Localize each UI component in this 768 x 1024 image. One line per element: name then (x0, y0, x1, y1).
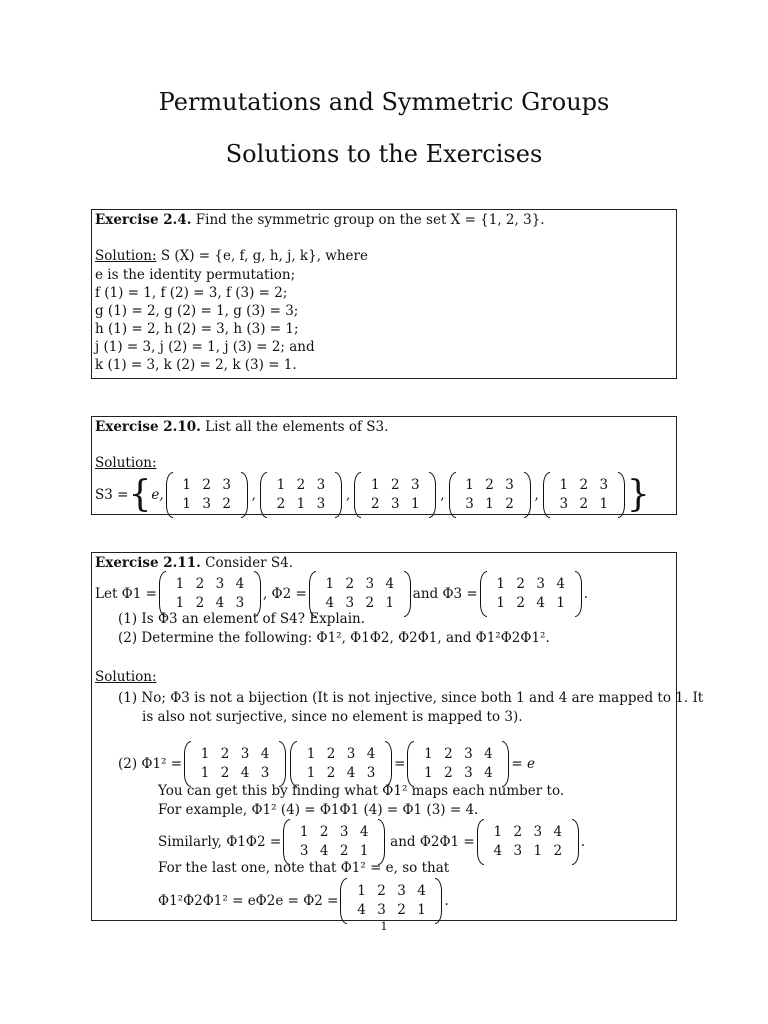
matrix (354, 472, 436, 518)
matrix-cell: 1 (559, 477, 569, 493)
matrix-cell: 1 (370, 477, 380, 493)
matrix-cell: 4 (346, 765, 356, 781)
matrix-cell: 3 (464, 765, 473, 781)
matrix (166, 472, 248, 518)
phi1-matrix-b (288, 741, 394, 787)
matrix-cell: 1 (496, 576, 506, 592)
matrix-cell: 1 (533, 843, 543, 859)
matrix-cell: 1 (359, 843, 369, 859)
right-paren-icon (524, 472, 531, 518)
document-subtitle: Solutions to the Exercises (225, 140, 543, 168)
matrix-cell: 1 (485, 496, 494, 512)
matrix (480, 571, 582, 617)
matrix-cell: 1 (357, 883, 366, 899)
right-paren-icon (241, 472, 248, 518)
matrix-cell: 1 (200, 746, 210, 762)
matrix-cell: 2 (516, 576, 526, 592)
matrix-cell: 2 (222, 496, 231, 512)
matrix-cell: 2 (326, 765, 336, 781)
matrix-top-row (488, 823, 568, 842)
matrix-cell: 3 (235, 595, 245, 611)
matrix-cell: 3 (240, 746, 250, 762)
phi1phi2-matrix (281, 819, 387, 865)
matrix-cell: 4 (240, 765, 250, 781)
matrix-top-row (418, 745, 498, 764)
matrix-cell: 4 (484, 746, 493, 762)
matrix-cell: 4 (260, 746, 270, 762)
matrix-cell: 1 (175, 595, 185, 611)
matrix-cell: 2 (365, 595, 375, 611)
matrix-cell: 3 (316, 477, 326, 493)
matrix-cell: 1 (410, 496, 420, 512)
period: . (580, 834, 586, 850)
matrix-cell: 1 (417, 902, 426, 918)
exercise-prompt: List all the elements of S3. (205, 419, 389, 435)
right-paren-icon (435, 878, 442, 924)
matrix-top-row (301, 745, 381, 764)
matrix-top-row (554, 476, 614, 495)
matrix-cell: 1 (276, 477, 286, 493)
left-paren-icon (290, 741, 297, 787)
period: . (583, 586, 589, 602)
matrix-cell: 2 (377, 883, 386, 899)
matrix-cell: 1 (175, 576, 185, 592)
matrix-cell: 3 (366, 765, 376, 781)
right-brace-icon: } (626, 474, 650, 515)
matrix-top-row (320, 575, 400, 594)
solution-text: S (X) = {e, f, g, h, j, k}, where (160, 248, 368, 264)
matrix-cell: 2 (513, 824, 523, 840)
solution-line: j (1) = 3, j (2) = 1, j (3) = 2; and (95, 339, 315, 355)
matrix-cell: 2 (195, 595, 205, 611)
matrix (260, 472, 342, 518)
matrix-cell: 1 (325, 576, 335, 592)
matrix-cell: 2 (296, 477, 306, 493)
matrix (407, 741, 509, 787)
matrix-cell: 4 (536, 595, 546, 611)
matrix-cell: 3 (397, 883, 406, 899)
right-paren-icon (429, 472, 436, 518)
matrix-cell: 3 (465, 496, 474, 512)
matrix-cell: 2 (339, 843, 349, 859)
identity-matrix (405, 741, 511, 787)
matrix-bottom-row (460, 495, 520, 514)
exercise-label: Exercise 2.10. (95, 419, 201, 435)
matrix-cell: 1 (599, 496, 609, 512)
matrix-bottom-row (491, 594, 571, 613)
matrix-cell: 1 (306, 765, 316, 781)
matrix-cell: 4 (417, 883, 426, 899)
exercise-2-11-box (91, 552, 704, 921)
matrix-cell: 4 (325, 595, 335, 611)
answer-1-line2: is also not surjective, since no element is mapped to 3). (142, 709, 523, 725)
matrix (340, 878, 442, 924)
matrix-cell: 2 (579, 496, 589, 512)
left-paren-icon (407, 741, 414, 787)
matrix-cell: 2 (485, 477, 494, 493)
solution-line: e is the identity permutation; (95, 267, 296, 283)
left-paren-icon (354, 472, 361, 518)
exercise-2-4-box (91, 209, 677, 379)
left-paren-icon (543, 472, 550, 518)
matrix-cell: 1 (465, 477, 474, 493)
matrix-cell: 3 (299, 843, 309, 859)
phi1-label: Let Φ1 = (95, 586, 157, 602)
right-paren-icon (385, 741, 392, 787)
matrix-cell: 4 (553, 824, 563, 840)
matrix (477, 819, 579, 865)
exercise-2-10-header (95, 419, 388, 435)
solution-label-text: Solution: (95, 669, 157, 685)
matrix-cell: 2 (505, 496, 514, 512)
matrix-cell: 3 (505, 477, 514, 493)
matrix-cell: 1 (424, 765, 433, 781)
matrix-top-row (491, 575, 571, 594)
comma: , (440, 487, 445, 503)
matrix-top-row (351, 882, 431, 901)
matrix-cell: 2 (444, 746, 453, 762)
matrix-cell: 1 (306, 746, 316, 762)
matrix (184, 741, 286, 787)
phi2phi1-matrix (475, 819, 581, 865)
right-paren-icon (279, 741, 286, 787)
matrix-cell: 1 (296, 496, 306, 512)
phi2-label: , Φ2 = (262, 586, 307, 602)
right-paren-icon (572, 819, 579, 865)
left-paren-icon (184, 741, 191, 787)
page-number: 1 (380, 920, 388, 933)
matrix-cell: 4 (493, 843, 503, 859)
matrix-bottom-row (351, 901, 431, 920)
matrix-cell: 3 (410, 477, 420, 493)
matrix-top-row (177, 476, 237, 495)
right-paren-icon (575, 571, 582, 617)
final-matrix (338, 878, 444, 924)
matrix (449, 472, 531, 518)
matrix-cell: 4 (556, 576, 566, 592)
matrix-cell: 1 (182, 496, 191, 512)
matrix-bottom-row (271, 495, 331, 514)
matrix-bottom-row (488, 842, 568, 861)
matrix-cell: 3 (215, 576, 225, 592)
comma: , (345, 487, 351, 503)
matrix-top-row (294, 823, 374, 842)
and-phi2phi1-label: and Φ2Φ1 = (390, 834, 475, 850)
phi1-matrix-a (182, 741, 288, 787)
matrix-cell: 3 (599, 477, 609, 493)
matrix-bottom-row (365, 495, 425, 514)
matrix-cell: 3 (345, 595, 355, 611)
matrix (283, 819, 385, 865)
solution-line: f (1) = 1, f (2) = 3, f (3) = 2; (95, 285, 288, 301)
matrix-cell: 4 (366, 746, 376, 762)
question-2: (2) Determine the following: Φ1², Φ1Φ2, Φ2Φ1, and Φ1²Φ2Φ1². (118, 630, 550, 646)
matrix-cell: 1 (385, 595, 395, 611)
solution-line: h (1) = 2, h (2) = 3, h (3) = 1; (95, 321, 299, 337)
matrix-cell: 2 (326, 746, 336, 762)
matrix-cell: 3 (513, 843, 523, 859)
s3-lhs: S3 = (95, 487, 129, 503)
matrix-cell: 2 (370, 496, 380, 512)
phi3-matrix (478, 571, 584, 617)
solution-line: g (1) = 2, g (2) = 1, g (3) = 3; (95, 303, 299, 319)
right-paren-icon (378, 819, 385, 865)
matrix-top-row (195, 745, 275, 764)
matrix-cell: 3 (222, 477, 231, 493)
document-title: Permutations and Symmetric Groups (158, 88, 610, 116)
answer-2-phi1-squared (118, 741, 535, 787)
comma: , (534, 487, 539, 503)
left-paren-icon (477, 819, 484, 865)
matrix-top-row (271, 476, 331, 495)
equals: = (394, 756, 406, 772)
matrix-cell: 1 (200, 765, 210, 781)
matrix-cell: 2 (553, 843, 563, 859)
last-note: For the last one, note that Φ1² = e, so that (158, 860, 450, 876)
matrix-cell: 1 (299, 824, 309, 840)
matrix-cell: 2 (220, 765, 230, 781)
matrix-cell: 4 (484, 765, 493, 781)
matrix-bottom-row (195, 764, 275, 783)
exercise-prompt: Find the symmetric group on the set X = {1, 2, 3}. (195, 212, 545, 228)
left-paren-icon (166, 472, 173, 518)
exercise-prompt: Consider S4. (205, 555, 294, 571)
matrix-cell: 2 (579, 477, 589, 493)
solution-label (95, 669, 157, 685)
solution-label: Solution: (95, 248, 157, 264)
matrix-cell: 3 (260, 765, 270, 781)
exercise-label: Exercise 2.11. (95, 555, 201, 571)
matrix-bottom-row (177, 495, 237, 514)
matrix-bottom-row (301, 764, 381, 783)
matrix-cell: 2 (220, 746, 230, 762)
answer-2-text1: You can get this by finding what Φ1² maps each number to. (158, 783, 565, 799)
matrix-cell: 1 (556, 595, 566, 611)
matrix-cell: 1 (496, 595, 506, 611)
matrix (543, 472, 625, 518)
right-paren-icon (618, 472, 625, 518)
s3-matrix-list (164, 472, 627, 518)
matrix-cell: 1 (424, 746, 433, 762)
matrix-cell: 1 (182, 477, 191, 493)
matrix-cell: 4 (385, 576, 395, 592)
matrix-cell: 1 (493, 824, 503, 840)
solution-label (95, 455, 157, 471)
matrix-cell: 3 (339, 824, 349, 840)
matrix-cell: 3 (346, 746, 356, 762)
exercise-label: Exercise 2.4. (95, 212, 192, 228)
matrix-cell: 3 (390, 496, 400, 512)
matrix-cell: 3 (559, 496, 569, 512)
matrix-cell: 3 (533, 824, 543, 840)
similarly-line (158, 819, 585, 865)
matrix-cell: 4 (359, 824, 369, 840)
matrix-cell: 2 (276, 496, 286, 512)
left-paren-icon (340, 878, 347, 924)
period: . (444, 893, 449, 909)
matrix-cell: 2 (397, 902, 406, 918)
matrix-cell: 2 (390, 477, 400, 493)
exercise-2-11-header (95, 555, 293, 571)
final-lhs: Φ1²Φ2Φ1² = eΦ2e = Φ2 = (158, 893, 339, 909)
matrix-cell: 4 (357, 902, 366, 918)
matrix-cell: 3 (536, 576, 546, 592)
left-paren-icon (480, 571, 487, 617)
matrix-cell: 4 (215, 595, 225, 611)
similarly-label: Similarly, Φ1Φ2 = (158, 834, 282, 850)
matrix-cell: 2 (444, 765, 453, 781)
s3-elements (95, 472, 650, 518)
left-brace-icon: { (128, 474, 152, 515)
exercise-2-4-header (95, 212, 545, 228)
matrix-bottom-row (294, 842, 374, 861)
matrix-cell: 2 (319, 824, 329, 840)
a2-start: (2) Φ1² = (118, 756, 183, 772)
matrix-top-row (365, 476, 425, 495)
matrix (290, 741, 392, 787)
matrix-bottom-row (418, 764, 498, 783)
right-paren-icon (502, 741, 509, 787)
question-1: (1) Is Φ3 an element of S4? Explain. (118, 611, 366, 627)
phi3-label: and Φ3 = (412, 586, 478, 602)
solution-line: k (1) = 3, k (2) = 2, k (3) = 1. (95, 357, 297, 373)
left-paren-icon (283, 819, 290, 865)
matrix-cell: 2 (516, 595, 526, 611)
matrix-top-row (170, 575, 250, 594)
comma: , (251, 487, 256, 503)
equals-e: = e (511, 756, 535, 772)
matrix-cell: 2 (195, 576, 205, 592)
matrix-top-row (460, 476, 520, 495)
matrix-cell: 3 (377, 902, 386, 918)
answer-2-text2: For example, Φ1² (4) = Φ1Φ1 (4) = Φ1 (3) = 4. (158, 802, 479, 818)
exercise-2-10-box (91, 416, 677, 515)
identity-element: e, (151, 487, 164, 503)
matrix-bottom-row (554, 495, 614, 514)
answer-1-line1: (1) No; Φ3 is not a bijection (It is not injective, since both 1 and 4 are mapped to 1. It (118, 690, 704, 706)
right-paren-icon (335, 472, 342, 518)
right-paren-icon (404, 571, 411, 617)
matrix-cell: 3 (365, 576, 375, 592)
matrix-cell: 4 (235, 576, 245, 592)
matrix-cell: 3 (316, 496, 326, 512)
solution-label-text: Solution: (95, 455, 157, 471)
matrix-cell: 3 (202, 496, 211, 512)
matrix-cell: 4 (319, 843, 329, 859)
final-line (158, 878, 449, 924)
left-paren-icon (260, 472, 267, 518)
left-paren-icon (449, 472, 456, 518)
matrix-cell: 3 (464, 746, 473, 762)
matrix-cell: 2 (202, 477, 211, 493)
solution-head (95, 248, 368, 264)
matrix-cell: 2 (345, 576, 355, 592)
